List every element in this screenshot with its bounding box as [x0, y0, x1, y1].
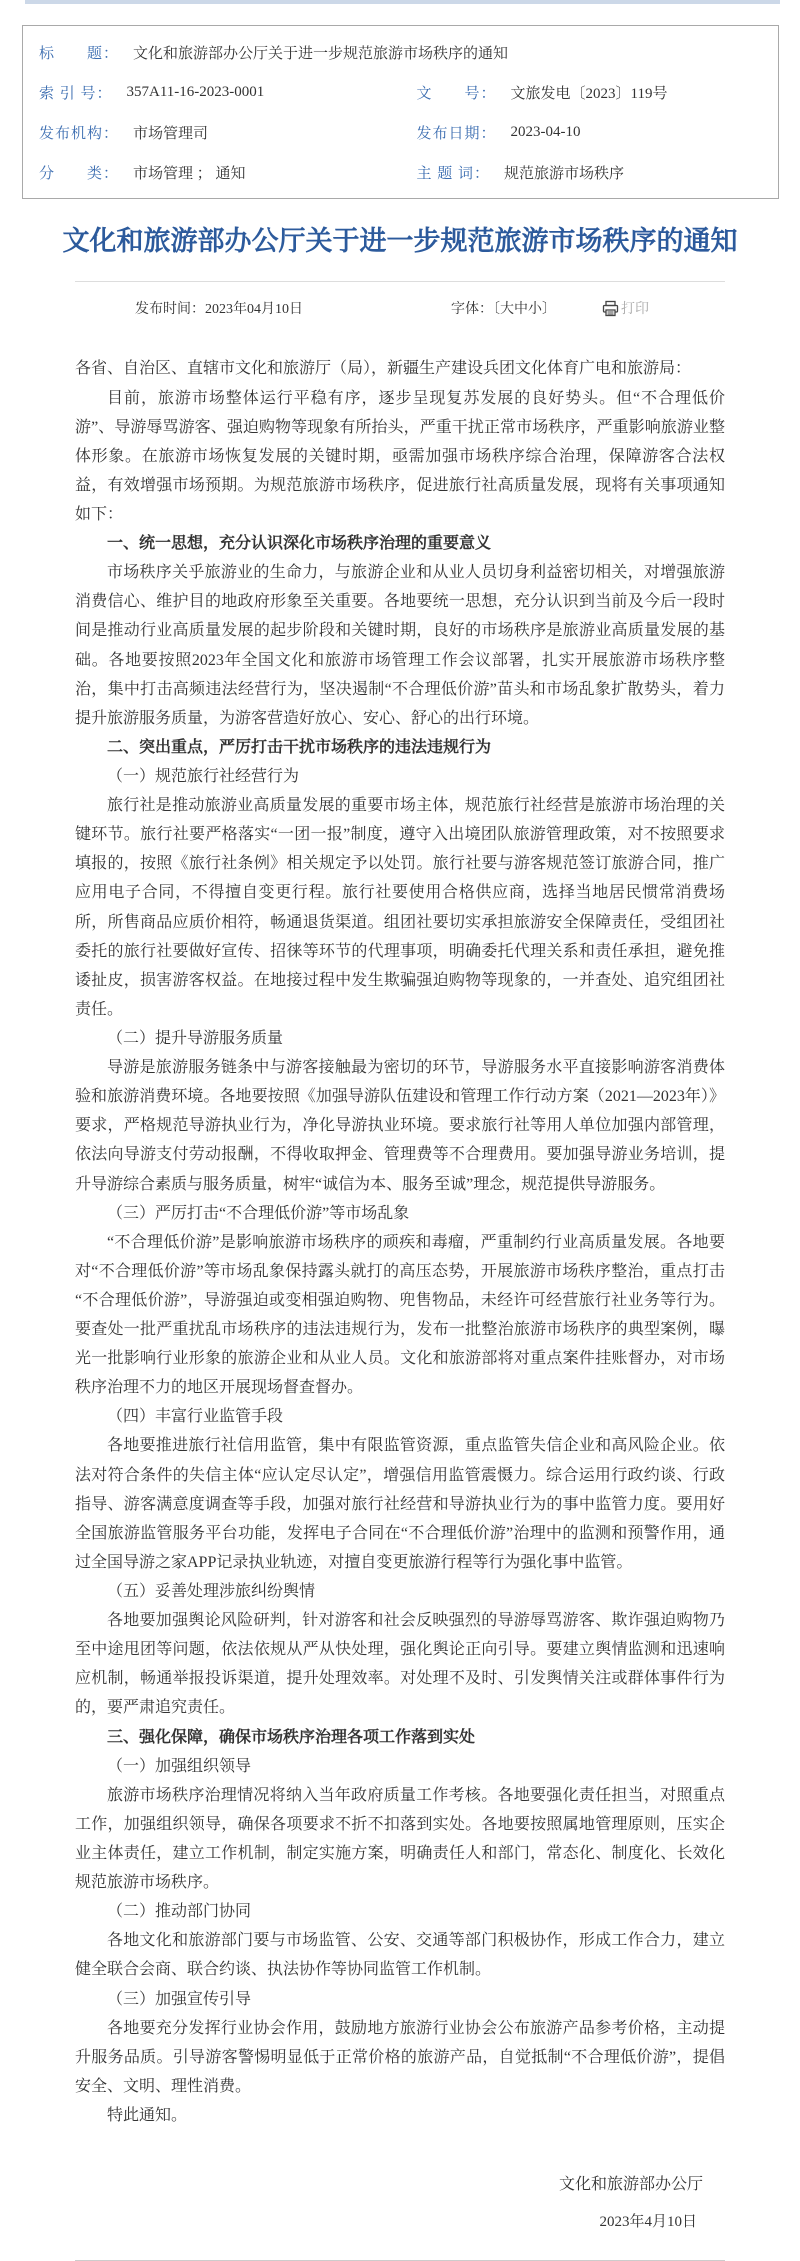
print-button[interactable] — [602, 298, 649, 318]
meta-label-category: 分 类： — [39, 165, 120, 182]
section-heading: 三、强化保障，确保市场秩序治理各项工作落到实处 — [107, 1728, 476, 1746]
meta-label-issue-date: 发布日期： — [416, 125, 497, 142]
top-border-bar — [25, 0, 780, 4]
meta-row-title — [23, 32, 778, 72]
meta-value-index-number: 357A11-16-2023-0001 — [126, 83, 265, 100]
subsection-heading: （二）推动部门协同 — [107, 1903, 252, 1921]
signature-date: 2023年4月10日 — [599, 2213, 697, 2230]
printer-icon — [602, 300, 621, 317]
print-label: 打印 — [621, 302, 649, 318]
font-size-label: 字体： — [451, 302, 493, 318]
paragraph: 导游是旅游服务链条中与游客接触最为密切的环节，导游服务水平直接影响游客消费体验和旅游消费环境。各地要按照《加强导游队伍建设和管理工作行动方案（2021—2023年）》要求，严格规范导游执业行为，净化导游执业环境。要求旅行社等用人单位加强内部管理，依法向导游支付劳动报酬，不得收取押金、管理费等不合理费用。要加强导游业务培训，提升导游综合素质与服务质量，树牢“诚信为本、服务至诚”理念，规范提供导游服务。 — [75, 1059, 725, 1193]
salutation: 各省、自治区、直辖市文化和旅游厅（局），新疆生产建设兵团文化体育广电和旅游局： — [75, 360, 692, 378]
article-body — [75, 354, 725, 2130]
document-meta-table — [22, 25, 779, 199]
subsection-heading: （五）妥善处理涉旅纠纷舆情 — [107, 1583, 316, 1601]
meta-value-issue-date: 2023-04-10 — [510, 123, 581, 140]
meta-label-index-number: 索 引 号： — [39, 85, 113, 102]
paragraph: 特此通知。 — [107, 2107, 188, 2124]
subsection-heading: （四）丰富行业监管手段 — [107, 1408, 284, 1426]
paragraph: 旅游市场秩序治理情况将纳入当年政府质量工作考核。各地要强化责任担当，对照重点工作，加强组织领导，确保各项要求不折不扣落到实处。各地要按照属地管理原则，压实企业主体责任，建立工作机制，制定实施方案，明确责任人和部门，常态化、制度化、长效化规范旅游市场秩序。 — [75, 1786, 725, 1892]
paragraph: 市场秩序关乎旅游业的生命力，与旅游企业和从业人员切身利益密切相关，对增强旅游消费信心、维护目的地政府形象至关重要。各地要统一思想，充分认识到当前及今后一段时间是推动行业高质量发展的起步阶段和关键时期，良好的市场秩序是旅游业高质量发展的基础。各地要按照2023年全国文化和旅游市场管理工作会议部署，扎实开展旅游市场秩序整治，集中打击高频违法经营行为，坚决遏制“不合理低价游”苗头和市场乱象扩散势头，着力提升旅游服务质量，为游客营造好放心、安心、舒心的出行环境。 — [75, 564, 725, 727]
meta-label-doc-number: 文 号： — [416, 85, 497, 102]
meta-value-issuing-org: 市场管理司 — [133, 125, 209, 142]
article — [0, 199, 800, 2261]
paragraph: “不合理低价游”是影响旅游市场秩序的顽疾和毒瘤，严重制约行业高质量发展。各地要对“不合理低价游”等市场乱象保持露头就打的高压态势，开展旅游市场秩序整治，重点打击“不合理低价游”，导游强迫或变相强迫购物、兜售物品，未经许可经营旅行社业务等行为。要查处一批严重扰乱市场秩序的违法违规行为，发布一批整治旅游市场秩序的典型案例，曝光一批影响行业形象的旅游企业和从业人员。文化和旅游部将对重点案件挂账督办，对市场秩序治理不力的地区开展现场督查督办。 — [75, 1233, 725, 1397]
meta-value-title: 文化和旅游部办公厅关于进一步规范旅游市场秩序的通知 — [133, 45, 509, 62]
meta-label-issuing-org: 发布机构： — [39, 125, 120, 142]
paragraph: 各地要充分发挥行业协会作用，鼓励地方旅游行业协会公布旅游产品参考价格，主动提升服务品质。引导游客警惕明显低于正常价格的旅游产品，自觉抵制“不合理低价游”，提倡安全、文明、理性消费。 — [75, 2019, 725, 2095]
publish-time-label: 发布时间： — [135, 302, 205, 318]
meta-row-index — [23, 72, 778, 112]
meta-value-subject-words: 规范旅游市场秩序 — [504, 165, 625, 182]
signature-org: 文化和旅游部办公厅 — [558, 2176, 703, 2194]
paragraph: 各地要推进旅行社信用监管，集中有限监管资源，重点监管失信企业和高风险企业。依法对符合条件的失信主体“应认定尽认定”，增强信用监管震慑力。综合运用行政约谈、行政指导、游客满意度调查等手段，加强对旅行社经营和导游执业行为的事中监管力度。要用好全国旅游监管服务平台功能，发挥电子合同在“不合理低价游”治理中的监测和预警作用，通过全国导游之家APP记录执业轨迹，对擅自变更旅游行程等行为强化事中监管。 — [75, 1437, 725, 1571]
signature-block — [75, 2172, 725, 2234]
subsection-heading: （一）加强组织领导 — [107, 1757, 252, 1775]
subsection-heading: （三）严厉打击“不合理低价游”等市场乱象 — [107, 1204, 410, 1222]
meta-row-org — [23, 112, 778, 152]
font-size-options[interactable]: 〔大中小〕 — [493, 302, 556, 318]
paragraph: 旅行社是推动旅游业高质量发展的重要市场主体，规范旅行社经营是旅游市场治理的关键环节。旅行社要严格落实“一团一报”制度，遵守入出境团队旅游管理政策，对不按照要求填报的，按照《旅行社条例》相关规定予以处罚。旅行社要与游客规范签订旅游合同，推广应用电子合同，不得擅自变更行程。旅行社要使用合格供应商，选择当地居民惯常消费场所，所售商品应质价相符，畅通退货渠道。组团社要切实承担旅游安全保障责任，受组团社委托的旅行社要做好宣传、招徕等环节的代理事项，明确委托代理关系和责任承担，避免推诿扯皮，损害游客权益。在地接过程中发生欺骗强迫购物等现象的，一并查处、追究组团社责任。 — [75, 797, 725, 1018]
paragraph: 各地文化和旅游部门要与市场监管、公安、交通等部门积极协作，形成工作合力，建立健全联合会商、联合约谈、执法协作等协同监管工作机制。 — [75, 1932, 725, 1979]
section-heading: 二、突出重点，严厉打击干扰市场秩序的违法违规行为 — [107, 738, 492, 756]
section-heading: 一、统一思想，充分认识深化市场秩序治理的重要意义 — [107, 535, 492, 553]
page-title: 文化和旅游部办公厅关于进一步规范旅游市场秩序的通知 — [62, 226, 738, 256]
title-divider — [75, 281, 725, 282]
paragraph: 目前，旅游市场整体运行平稳有序，逐步呈现复苏发展的良好势头。但“不合理低价游”、导游辱骂游客、强迫购物等现象有所抬头，严重干扰正常市场秩序，严重影响旅游业整体形象。在旅游市场恢复发展的关键时期，亟需加强市场秩序综合治理，保障游客合法权益，有效增强市场预期。为规范旅游市场秩序，促进旅行社高质量发展，现将有关事项通知如下： — [75, 389, 725, 523]
meta-value-doc-number: 文旅发电〔2023〕119号 — [510, 85, 668, 102]
paragraph: 各地要加强舆论风险研判，针对游客和社会反映强烈的导游辱骂游客、欺诈强迫购物乃至中途甩团等问题，依法依规从严从快处理，强化舆论正向引导。要建立舆情监测和迅速响应机制，畅通举报投诉渠道，提升处理效率。对处理不及时、引发舆情关注或群体事件行为的，要严肃追究责任。 — [75, 1612, 725, 1717]
meta-label-title: 标 题： — [39, 45, 120, 62]
publish-info-row — [0, 296, 800, 320]
publish-time-value: 2023年04月10日 — [205, 302, 303, 318]
meta-value-category: 市场管理 ； 通知 — [133, 165, 246, 182]
subsection-heading: （二）提升导游服务质量 — [107, 1029, 284, 1047]
subsection-heading: （三）加强宣传引导 — [107, 1990, 252, 2008]
meta-label-subject-words: 主 题 词： — [416, 165, 491, 182]
meta-row-category — [23, 152, 778, 192]
subsection-heading: （一）规范旅行社经营行为 — [107, 767, 300, 785]
publish-time — [135, 298, 303, 318]
font-size-control — [451, 298, 556, 318]
